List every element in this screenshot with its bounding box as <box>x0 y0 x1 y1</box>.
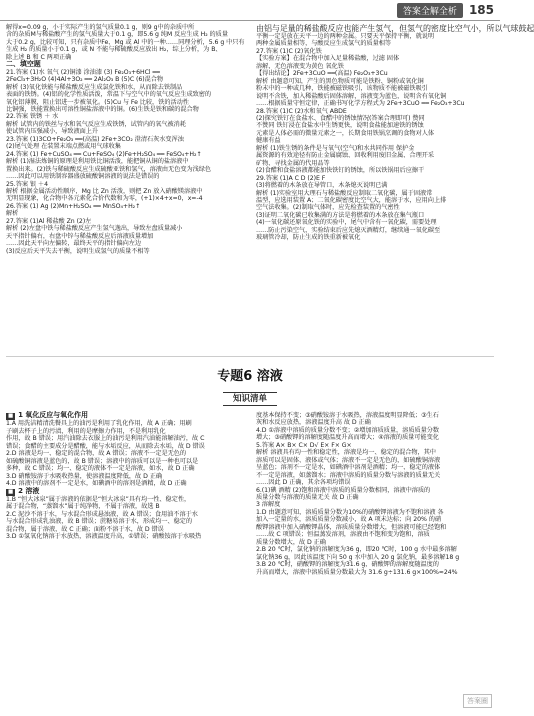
answer-text-line: 【实验方案】在混合物中加入足量稀盐酸，过滤 固体 <box>256 55 400 63</box>
answer-text-line: (3)反应后天平失去平衡，说明生成氢气的质量不相等 <box>6 247 150 255</box>
answer-text-line: 如硫酸铜溶液是蓝色的，故 B 错误；溶液中的溶质可以是一种也可以是 <box>6 457 199 465</box>
subsection-tag-icon: ■ <box>8 413 14 419</box>
answer-text-line: 大于0.2 g，比较可知，只有杂质中Fe、Mg 或 Al 中的一种……同理分析，5.6 g 中只有 <box>6 38 245 46</box>
answer-text-line: 元素是人体必需的微量元素之一，长期食用铁锅烹调的食物对人体 <box>256 129 434 137</box>
answer-text-line: 健康有益 <box>256 137 281 145</box>
answer-text-line: 氯化钠36 g，因此该温度下向 50 g 水中加入 20 g 氯化钠，最多溶解18 g <box>256 553 460 561</box>
answer-text-line: 溶质可以是固体、液体或气体；溶液不一定是无色的，如硫酸铜溶液 <box>256 456 441 464</box>
header-box <box>397 2 494 18</box>
answer-text-line: 解析 由题意可知，产生的黑色物质可能是铁粉、铜粉或氧化铜 <box>256 77 424 85</box>
answer-text-line: (3)将燃着的木条放在导管口，木条熄灭说明已满 <box>256 182 388 190</box>
answer-text-line: 解析 试管内的铁丝与水和氧气反应生成铁锈，试管内的氧气被消耗 <box>6 120 186 128</box>
answer-text-line: 不一定是溶液，如蒸馏水；溶液中溶质的质量分数与溶液的质量无关 <box>256 471 441 479</box>
answer-text-line: (2)探究铁钉在食盐水、食醋中的锈蚀情况(答案合理即可) 赞同 <box>256 114 425 122</box>
right-column-bottom <box>256 412 494 576</box>
answer-text-line: ……因此天平向左偏转，最终天平的指针偏向左边 <box>6 240 142 248</box>
answer-text-line: 解析 (1)实验室用大理石与稀盐酸反应制取二氧化碳，属于固液常 <box>256 189 433 197</box>
answer-text-line: 质量分数增大，故 D 正确 <box>256 538 326 546</box>
answer-text-line: 3 溶解度 <box>256 501 281 509</box>
answer-text-line: 21.答案 (1)水 氧气 (2)铜漆 涂油漆 (3) Fe₂O₃+6HCl ══ <box>6 68 160 76</box>
answer-text-line: 2FeCl₃+3H₂O (4)4Al+3O₂ ══ 2Al₂O₃ B (5)C (6)混合物 <box>6 76 164 84</box>
answer-text-line: 解析 (3)氧化铁能与稀盐酸反应生成氯化铁和水，从而除去铁制品 <box>6 83 183 91</box>
answer-text-line: 4.D 溶液中的溶剂不一定是水，如碘酒中的溶剂是酒精，故 D 正确 <box>6 480 187 488</box>
answer-text-line: 29.答案 (1)A C D (2)E F <box>256 174 326 182</box>
chapter-title: 专题6 溶液 <box>217 369 283 384</box>
answer-text-line: 5.答案 A× B× C× D√ E× F× G× <box>256 441 352 449</box>
answer-text-line: 属资源的有效途径有防止金属腐蚀、回收利用废旧金属、合理开采 <box>256 152 434 160</box>
subsection-heading-text: 1 氧化反应与氧化作用 <box>18 411 88 419</box>
answer-text-line: 说明不含铁，加入稀盐酸后固体溶解，溶液变为蓝色，说明含有氧化铜 <box>256 92 447 100</box>
page-header <box>0 0 500 21</box>
answer-text-line: 【得出结论】2Fe+3CuO ══(高温) Fe₂O₃+3Cu <box>256 70 388 78</box>
answer-text-line: 25.答案 银 ＋4 <box>6 180 48 188</box>
answer-text-line: 不赞同 铁钉浸在食盐水中生锈更快，说明食盐能加速铁的锈蚀 <box>256 122 424 130</box>
answer-text-line: 6.(1)碘 酒精 (2)饱和溶液中溶质的质量分数相同，溶液中溶质的 <box>256 486 431 494</box>
header-tag: 答案全解全析 <box>397 3 463 18</box>
answer-text-line: 无明显现象，化合物中各元素化合价代数和为零，(+1)×4+x=0，x=-4 <box>6 195 203 203</box>
answer-text-line: 玻璃管冷却，防止生成的铁重新被氧化 <box>256 234 361 242</box>
answer-text-line: 质量分数与溶液的质量无关 故 D 正确 <box>256 493 359 501</box>
answer-text-line: 温型，应选用装置 A；二氧化碳密度比空气大，能溶于水，应用向上排 <box>256 196 447 204</box>
answer-text-line: ……因此 D 正确，其余各项均错误 <box>256 479 351 487</box>
answer-text-line: 使试管内压强减小，导致液面上升 <box>6 128 99 136</box>
answer-text-line: 与水混合形成乳浊液，故 B 错误；蔗糖易溶于水，形成均一、稳定的 <box>6 518 193 526</box>
chapter-subtitle <box>0 392 500 404</box>
answer-text-line: 解析 溶液具有均一性和稳定性，溶液是均一、稳定的混合物，其中 <box>256 449 436 457</box>
answer-text-line: 解得x=0.09 g，小于实际产生的氢气质量0.1 g，则9 g中的杂质中所 <box>6 24 195 31</box>
answer-text-line: (2)食醋和食盐溶液都能加快铁钉的锈蚀，所以铁锅用后应擦干 <box>256 167 425 175</box>
answer-text-line: ……防止污染空气，实验结束后应先熄灭酒精灯，继续通一氧化碳至 <box>256 226 441 234</box>
answer-text-line: 解析 (1)湿法炼铜的原理是利用铁比铜活泼，能把铜从铜的盐溶液中 <box>6 158 189 166</box>
answer-text-line: 3.D ①氢氧化钠溶于水放热，溶液温度升高，①错误；硝酸铵溶于水吸热 <box>6 533 202 541</box>
answer-text-line: 解析 根据金属活动性顺序，Mg 比 Zn 活泼，则把 Zn 放入硝酸镁溶液中 <box>6 187 203 195</box>
subsection-tag-icon: ■ <box>8 488 14 495</box>
answer-text-line: 矿物、寻找金属的代用品等 <box>256 159 330 167</box>
answer-text-line: ……故 C 项错误；恒温蒸发溶剂，溶液由不饱和变为饱和，溶质 <box>256 531 430 539</box>
answer-text-line: 度基本保持不变；③硝酸铵溶于水吸热，溶液温度明显降低；③生石 <box>256 412 439 419</box>
answer-text-line: 平衡一定是放在天平一边的两种金属。只要天平保持平衡，就说明 <box>256 33 434 40</box>
answer-text-line: 置换出来。(2)铁与稀硫酸反应生成硫酸亚铁和氢气，溶液由无色变为浅绿色 <box>6 165 212 173</box>
left-column-top <box>6 24 246 255</box>
answer-text-line: 28.答案 (1)C (2)水和氧气 ABDE <box>256 107 347 115</box>
answer-text-line: 解析 (2)左盘中铁与稀盐酸反应产生氢气逸出，导致左盘质量减小 <box>6 225 183 233</box>
answer-text-line: 子刷去杯子上的污渍，利用的是摩擦力作用，不是利用乳化 <box>6 427 166 435</box>
answer-text-line: 解析 <box>6 210 19 218</box>
answer-text-line: 3.B 20 ℃时，硝酸钾的溶解度为31.6 g，硝酸钾的溶解度随温度的 <box>256 561 439 569</box>
answer-text-line: 27.答案 (1)Al 稀盐酸 Zn (2)左 <box>6 217 92 225</box>
answer-text-line: (4)一氧化碳还原氧化铁的实验中，尾气中含有一氧化碳，需要处理 <box>256 219 437 227</box>
chapter-band <box>0 362 500 384</box>
watermark-logo: 答案圈 <box>463 694 492 708</box>
answer-text-line: 多种，故 C 错误；均一、稳定的液体不一定是溶液，如水，故 D 正确 <box>6 465 195 473</box>
answer-text-line: 1.D 由题意可知，溶质质量分数为10%的硝酸钾溶液为不饱和溶液 各 <box>256 508 444 516</box>
answer-text-line: 属于混合物，“蒸馏水”属于纯净物，不属于溶液，故选 B <box>6 503 160 511</box>
right-column-banner: 由铝与足量的稀盐酸反应也能产生氢气，但氢气的密度比空气小，所以气球鼓起 <box>256 24 534 33</box>
answer-text-line: 比铜强，铁能置换出可溶性铜盐溶液中的铜。(6)生铁是铁和碳的混合物 <box>6 105 199 113</box>
answer-text-line: 溶解，无色溶液变为黄色 氧化铁 <box>256 62 344 70</box>
answer-text-line: 天平指针偏右，右盘中锌与稀盐酸反应后溶液质量增加 <box>6 232 154 240</box>
answer-text-line: 2.C 泥沙不溶于水，与水混合形成悬浊液，故 A 错误；食用油不溶于水 <box>6 510 198 518</box>
answer-text-line: 混合物，属于溶液，故 C 正确；面粉不溶于水，故 D 错误 <box>6 525 164 533</box>
answer-text-line: 2.D 溶液是均一、稳定的混合物，故 A 错误；溶液不一定是无色的 <box>6 450 187 458</box>
subsection-heading <box>6 488 246 496</box>
answer-text-line: 22.答案 铁锈 ＋ 水 <box>6 113 59 121</box>
answer-text-line: 酸钾溶液中加入硝酸钾晶体，溶质质量分数增大，但溶液可能已经饱和 <box>256 523 447 531</box>
answer-text-line: 增大；③硝酸钾的溶解度随温度升高而增大；④溶液的质量可能变化 <box>256 434 439 442</box>
answer-text-line: 氧化铝薄膜，阻止铝进一步被氧化。(5)Cu 与 Fe 比较，铁的活动性 <box>6 98 189 106</box>
right-column-top <box>256 24 534 242</box>
section-divider <box>6 356 494 357</box>
answer-text-line: 2.B 20 ℃时，氯化钠的溶解度为36 g，即20 ℃时，100 g 水中最多溶解 <box>256 546 457 554</box>
answer-text-line: 加入一定量的水，溶质质量分数减小，故 A 项未达标；向 20% 的硝 <box>256 516 442 524</box>
answer-text-line: 表面的铁锈。(4)铝的化学性质活泼，常温下与空气中的氧气反应生成致密的 <box>6 91 212 99</box>
answer-text-line: 解析 (1)铁生锈的条件是与氧气(空气)和水共同作用 保护金 <box>256 144 415 152</box>
answer-text-line: 含的杂质M与稀盐酸产生的氢气质量大于0.1 g，即5.6 g 纯M 反应生成 H₂ 的质量 <box>6 31 228 39</box>
answer-text-line: 26.答案 (1) Ag (2)Mn+H₂SO₄ ══ MnSO₄+H₂↑ <box>6 202 141 210</box>
answer-text-line: 空气法收集。(2)制取气体时，应先检查装置的气密性 <box>256 204 400 212</box>
answer-text-line: 灰和水反应放热，溶液温度升高 故 D 正确 <box>256 419 371 427</box>
answer-text-line: 1.B “恒大冰泉”属于溶液的依据是“恒大冰泉”具有均一性、稳定性， <box>6 495 191 503</box>
page-number: 185 <box>468 3 494 17</box>
answer-text-line: 生成 H₂ 的质量小于0.1 g，或 N 不能与稀硫酸反应放出 H₂，综上分析，为 B、 <box>6 46 222 54</box>
answer-text-line: (3)证明二氧化碳已收集满的方法是将燃着的木条放在集气瓶口 <box>256 211 425 219</box>
answer-text-line: 4.D ①溶液中溶质的质量分数不变；②增加溶质质量，溶质质量分数 <box>256 426 440 434</box>
answer-text-line: 粉末中的一种或几种，铁能被磁铁吸引，该物质不能被磁铁吸引 <box>256 85 428 93</box>
answer-text-line: 23.答案 (1)3CO+Fe₂O₃ ══(高温) 2Fe+3CO₂ 澄清石灰水变浑浊 <box>6 135 184 143</box>
answer-text-line: 呈蓝色；溶剂不一定是水，如碘酒中溶剂是酒精；均一、稳定的液体 <box>256 464 441 472</box>
chapter-subtitle-text: 知识清单 <box>223 392 277 406</box>
answer-text-line: 升高而增大，溶液中溶质质量分数最大为 31.6 g÷131.6 g×100%≈24% <box>256 568 458 576</box>
answer-text-line: 除上述 B 和 C 两项正确 <box>6 53 72 61</box>
answer-text-line: 1.A 用洗洁精清洗餐具上的油污是利用了乳化作用，故 A 正确；用刷 <box>6 420 192 428</box>
answer-text-line: 3.D 硝酸铵溶于水吸收热量，使溶液温度降低，故 D 正确 <box>6 472 163 480</box>
answer-text-line: 作用，故 B 错误；用汽油除去衣服上的油污是利用汽油能溶解油污，故 C <box>6 435 205 443</box>
left-column-bottom <box>6 412 246 541</box>
answer-text-line: 27.答案 (1)C (2)氧化铁 <box>256 47 322 55</box>
answer-text-line: 24.答案 (1) Fe+CuSO₄ ══ Cu+FeSO₄ (2)Fe+H₂SO₄ ══ FeSO₄+H₂↑ <box>6 150 202 158</box>
answer-text-line: 错误；食醋的主要成分是醋酸，能与水垢反应，从而除去水垢，故 D 错误 <box>6 442 205 450</box>
answer-text-line: ……根据质量守恒定律，正确书写化学方程式为 2Fe+3CuO ══ Fe₂O₃+3Cu <box>256 100 465 108</box>
answer-text-line: ……因此可以用铁制容器盛放硫酸铜溶液的说法是错误的 <box>6 173 160 181</box>
subsection-heading-text: 2 溶液 <box>18 486 40 495</box>
answer-text-line: 两种金属质量相等，与酸反应生成氢气的质量相等 <box>256 40 392 48</box>
answer-text-line: 二、填空题 <box>6 60 41 69</box>
answer-text-line: (2)尾气处理 在装置末端点燃或用气球收集 <box>6 143 121 151</box>
